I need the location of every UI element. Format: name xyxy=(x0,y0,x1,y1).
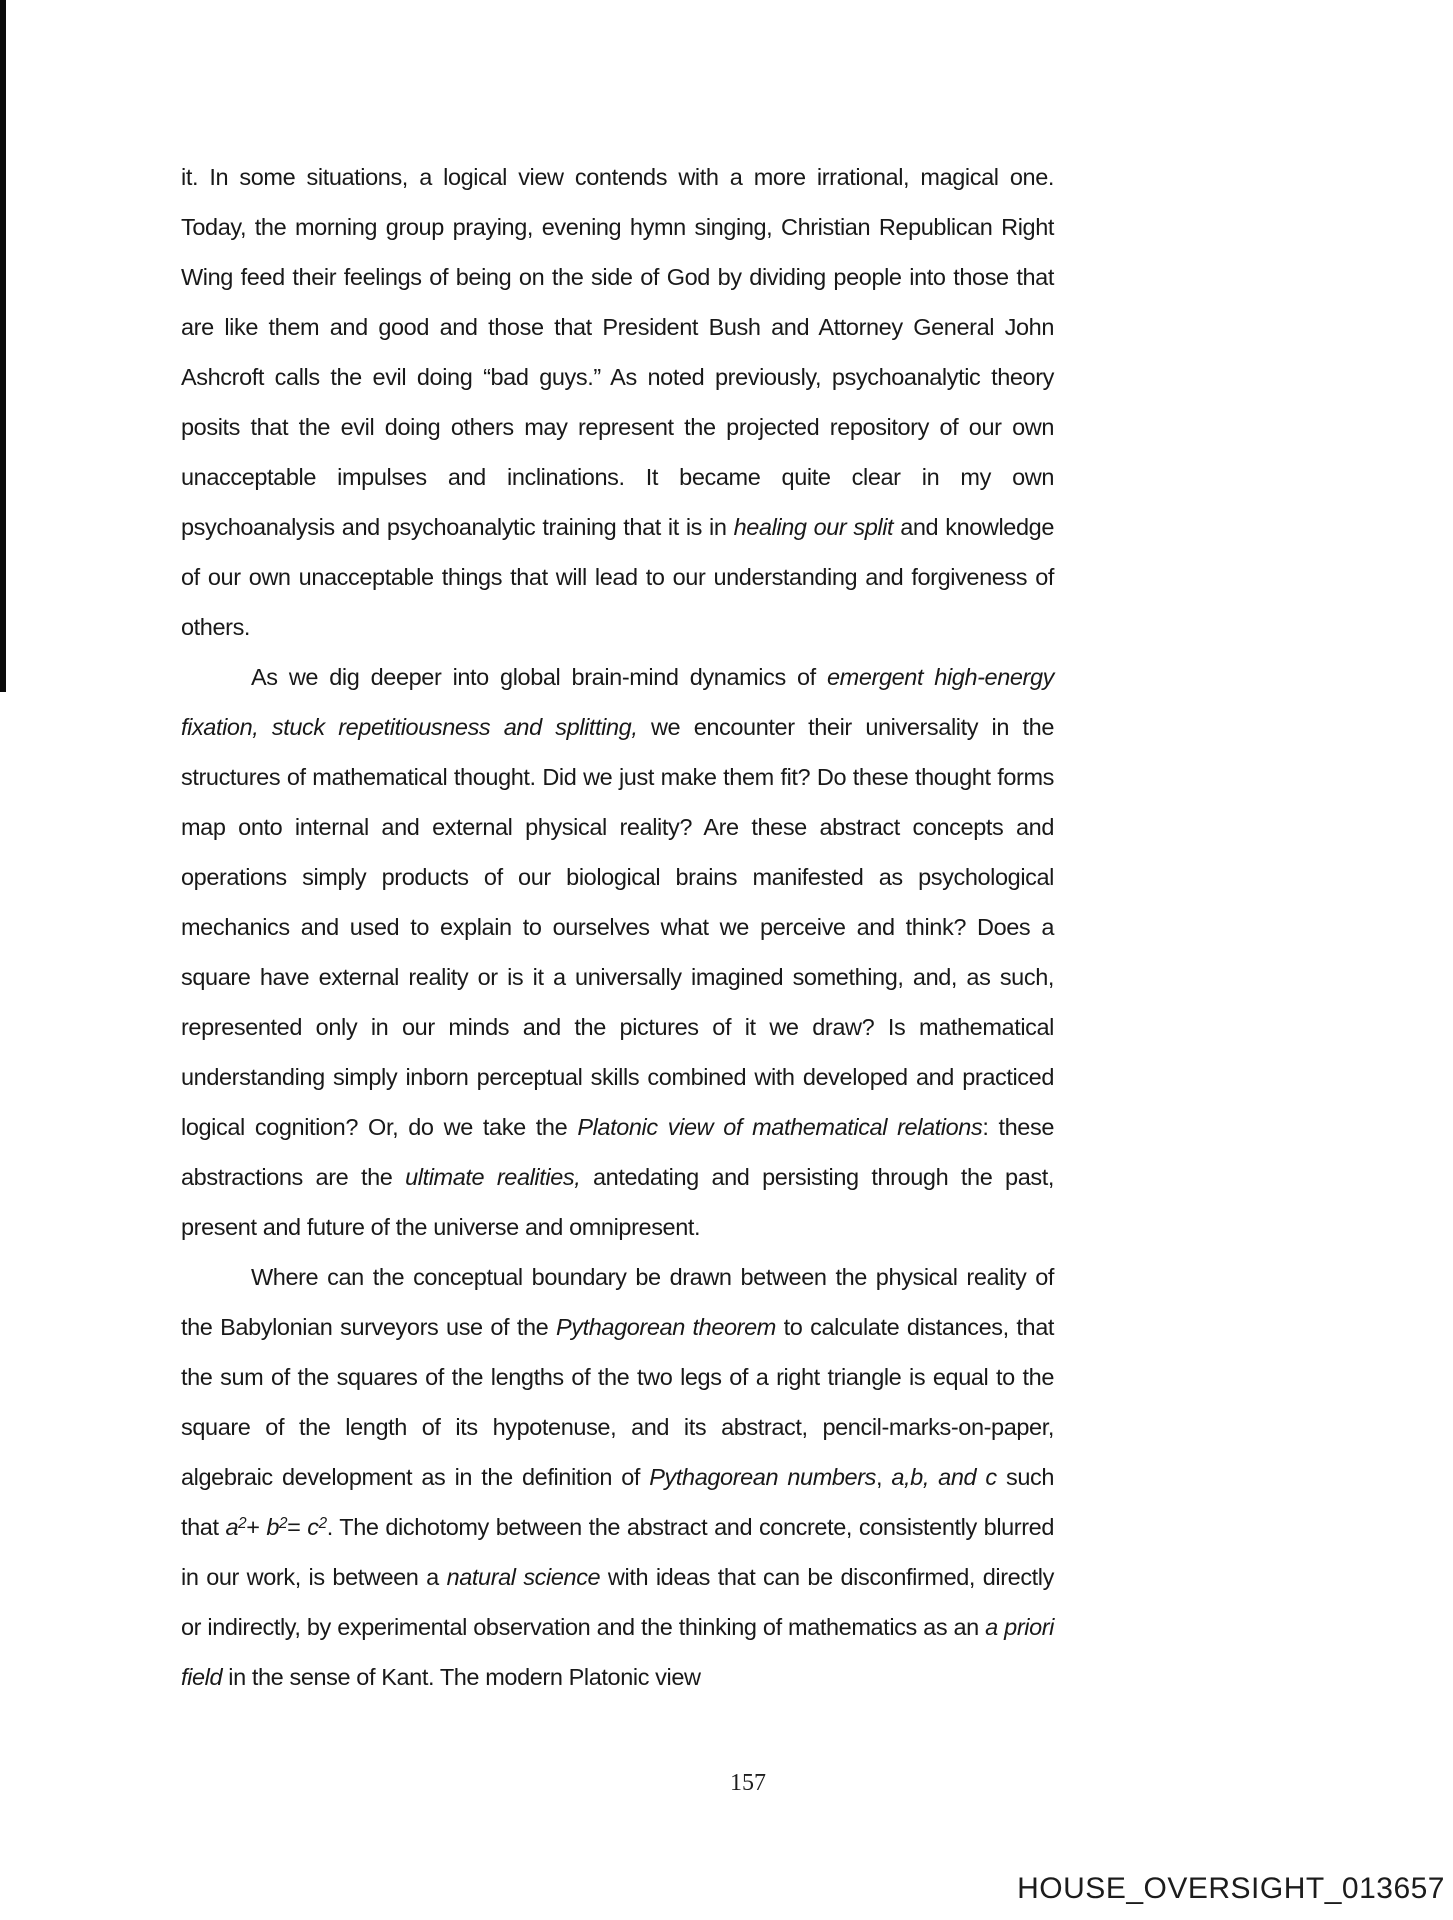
text-run: ultimate realities, xyxy=(405,1164,581,1190)
paragraph xyxy=(181,152,1054,652)
text-run: Where can the conceptual boundary be drawn between the physical reality of the Babylonian surveyors use of the xyxy=(181,1264,1054,1340)
text-run: . The dichotomy between the abstract and concrete, consistently blurred in our work, is between a xyxy=(181,1514,1055,1590)
text-run: in the sense of Kant. The modern Platonic view xyxy=(222,1664,701,1690)
text-run: it. In some situations, a logical view contends with a more irrational, magical one. Today, the morning group praying, evening hymn singing, Christian Republican Right Wing feed their feelings of being on the side of God by dividing people into those that are like them and good and those that President Bush and Attorney General John Ashcroft calls the evil doing “bad guys.” As noted previously, psychoanalytic theory posits that the evil doing others may represent the projected repository of our own unacceptable impulses and inclinations. It became quite clear in my own psychoanalysis and psychoanalytic training that it is in xyxy=(181,164,1054,540)
text-run: such that xyxy=(181,1464,1055,1540)
text-run: with ideas that can be disconfirmed, directly or indirectly, by experimental observation and the thinking of mathematics as an xyxy=(181,1564,1054,1640)
scan-artifact-bar xyxy=(0,0,6,692)
text-run: : these abstractions are the xyxy=(181,1114,1054,1190)
text-run: a xyxy=(225,1514,239,1540)
text-run: to calculate distances, that the sum of the squares of the lengths of the two legs of a right triangle is equal to the square of the length of its hypotenuse, and its abstract, pencil-marks-on-paper, algebraic development as in the definition of xyxy=(181,1314,1054,1490)
text-run: , xyxy=(876,1464,892,1490)
text-run: Platonic view of mathematical relations xyxy=(577,1114,983,1140)
text-run: antedating and persisting through the past, present and future of the universe and omnipresent. xyxy=(181,1164,1054,1240)
text-run: 2 xyxy=(318,1514,327,1532)
page-number: 157 xyxy=(730,1770,766,1796)
text-run: + xyxy=(246,1514,267,1540)
text-run: emergent high-energy fixation, stuck repetitiousness and splitting, xyxy=(181,664,1054,740)
page-text xyxy=(181,152,1054,1702)
text-run: a priori field xyxy=(181,1614,1054,1690)
text-run: As we dig deeper into global brain-mind dynamics of xyxy=(251,664,828,690)
text-run: 2 xyxy=(238,1514,247,1532)
paragraph xyxy=(181,652,1054,1252)
text-run: 2 xyxy=(279,1514,288,1532)
bates-stamp: HOUSE_OVERSIGHT_013657 xyxy=(1017,1872,1445,1905)
text-run: Pythagorean theorem xyxy=(556,1314,776,1340)
text-run: we encounter their universality in the structures of mathematical thought. Did we just make them fit? Do these thought forms map onto internal and external physical reality? Are these abstract concepts and operations simply products of our biological brains manifested as psychological mechanics and used to explain to ourselves what we perceive and think? Does a square have external reality or is it a universally imagined something, and, as such, represented only in our minds and the pictures of it we draw? Is mathematical understanding simply inborn perceptual skills combined with developed and practiced logical cognition? Or, do we take the xyxy=(181,714,1054,1140)
text-run: Pythagorean numbers xyxy=(649,1464,876,1490)
text-run: natural science xyxy=(446,1564,601,1590)
text-run: and knowledge of our own unacceptable things that will lead to our understanding and forgiveness of others. xyxy=(181,514,1054,640)
text-run: b xyxy=(266,1514,280,1540)
text-run: = xyxy=(287,1514,308,1540)
paragraph xyxy=(181,1252,1054,1702)
text-run: c xyxy=(307,1514,319,1540)
text-run: healing our split xyxy=(733,514,894,540)
text-run: a,b, and c xyxy=(891,1464,997,1490)
